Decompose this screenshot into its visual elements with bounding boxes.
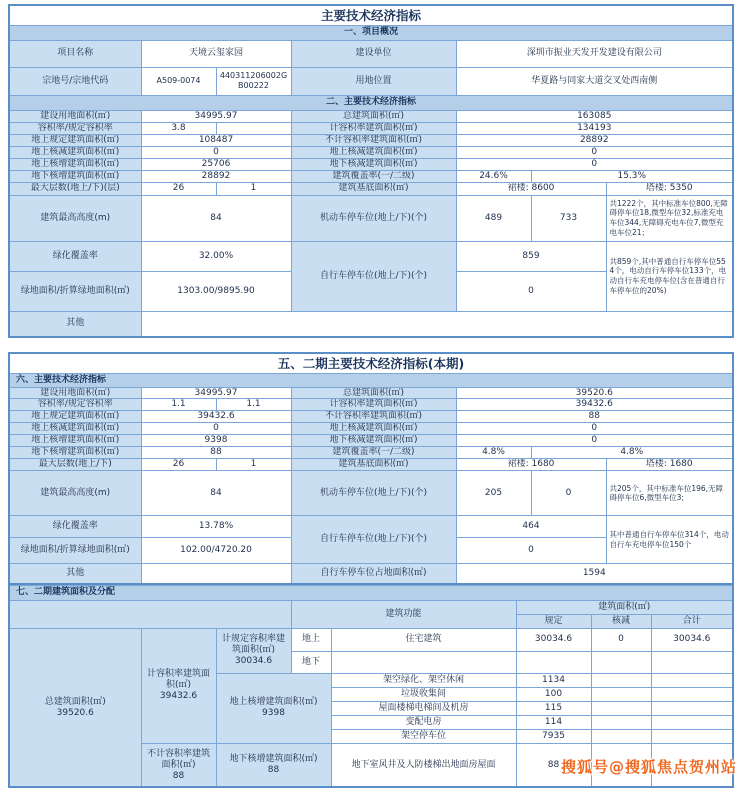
value-cell: 0	[591, 628, 651, 651]
cell-label: 总建筑面积(㎡)	[44, 696, 106, 707]
note-cell: 其中普通自行车停车位314个，电动自行车充电停车位150个	[606, 516, 733, 564]
value-cell: 0	[141, 423, 291, 435]
value-cell: 34995.97	[141, 387, 291, 399]
table-row	[9, 67, 733, 95]
label-cell: 建设用地面积(㎡)	[9, 387, 141, 399]
value-cell	[591, 715, 651, 729]
value-cell: 28892	[141, 170, 291, 182]
cell-value: 39520.6	[56, 707, 94, 718]
label-cell: 建筑覆盖率(一/二级)	[291, 170, 456, 182]
value-cell	[651, 651, 733, 673]
value-cell: 100	[516, 687, 591, 701]
value-cell: 88	[456, 411, 733, 423]
value-cell: 天境云玺家园	[141, 40, 291, 67]
label-cell: 地下核减建筑面积(㎡)	[291, 435, 456, 447]
value-cell: 28892	[456, 134, 733, 146]
label-cell: 建筑覆盖率(一/二级)	[291, 447, 456, 459]
label-cell: 计容积率建筑面积(㎡)	[291, 399, 456, 411]
value-cell	[591, 673, 651, 687]
table-row	[9, 516, 733, 538]
table-row	[9, 353, 733, 373]
value-cell: 30034.6	[651, 628, 733, 651]
table-row	[9, 564, 733, 584]
value-cell: 0	[141, 146, 291, 158]
label-cell: 自行车停车位(地上/下)(个)	[291, 241, 456, 311]
value-cell	[651, 715, 733, 729]
column-header-deducted: 核减	[591, 614, 651, 628]
function-cell: 地下室风井及人防楼梯出地面房屋面	[331, 743, 516, 787]
function-cell: 垃圾收集间	[331, 687, 516, 701]
value-cell: 7935	[516, 729, 591, 743]
non-far-area-cell	[141, 743, 216, 787]
value-cell	[591, 687, 651, 701]
value-cell: 0	[456, 423, 733, 435]
sohu-watermark: 搜狐号@搜狐焦点贺州站	[560, 758, 737, 776]
value-cell: 1134	[516, 673, 591, 687]
value-cell	[591, 729, 651, 743]
value-cell: 114	[516, 715, 591, 729]
value-cell: 塔楼: 5350	[606, 182, 733, 195]
function-cell	[331, 651, 516, 673]
label-cell: 总建筑面积(㎡)	[291, 387, 456, 399]
far-area-cell	[141, 628, 216, 743]
above-increase-area-cell	[216, 673, 331, 743]
table-row	[9, 5, 733, 25]
table-row	[9, 447, 733, 459]
value-cell: 24.6%	[456, 170, 531, 182]
value-cell: 1	[216, 459, 291, 471]
value-cell: 733	[531, 195, 606, 241]
column-header-total: 合计	[651, 614, 733, 628]
label-cell: 地上核增建筑面积(㎡)	[9, 435, 141, 447]
label-cell: 地上规定建筑面积(㎡)	[9, 134, 141, 146]
value-cell	[216, 122, 291, 134]
value-cell: 4.8%	[531, 447, 733, 459]
value-cell: 489	[456, 195, 531, 241]
section-header-phase2-indicators: 六、主要技术经济指标	[9, 373, 733, 387]
value-cell: 1.1	[141, 399, 216, 411]
value-cell	[516, 651, 591, 673]
regulated-far-area-cell	[216, 628, 291, 673]
value-cell: 深圳市振业天发开发建设有限公司	[456, 40, 733, 67]
label-cell: 建设单位	[291, 40, 456, 67]
value-cell: 88	[141, 447, 291, 459]
function-cell: 架空绿化、架空休闲	[331, 673, 516, 687]
cell-value: 88	[267, 765, 280, 776]
label-cell: 最大层数(地上/下)(层)	[9, 182, 141, 195]
value-cell: 3.8	[141, 122, 216, 134]
table-row	[9, 311, 733, 337]
value-cell: 4.8%	[456, 447, 531, 459]
value-cell: 859	[456, 241, 606, 271]
value-cell: 34995.97	[141, 110, 291, 122]
table-row	[9, 600, 733, 614]
label-cell: 最大层数(地上/下)	[9, 459, 141, 471]
value-cell	[141, 311, 733, 337]
table-row	[9, 195, 733, 241]
column-header-regulated: 规定	[516, 614, 591, 628]
column-header-function: 建筑功能	[291, 600, 516, 628]
below-increase-area-cell	[216, 743, 331, 787]
label-cell: 绿地面积/折算绿地面积(㎡)	[9, 271, 141, 311]
table-row	[9, 411, 733, 423]
value-cell: 102.00/4720.20	[141, 538, 291, 564]
below-ground-cell: 地下	[291, 651, 331, 673]
label-cell: 不计容积率建筑面积(㎡)	[291, 411, 456, 423]
label-cell: 建设用地面积(㎡)	[9, 110, 141, 122]
label-cell: 地上核减建筑面积(㎡)	[291, 146, 456, 158]
table-row	[9, 122, 733, 134]
table-title: 主要技术经济指标	[9, 5, 733, 25]
value-cell: 32.00%	[141, 241, 291, 271]
value-cell: 88	[516, 743, 591, 787]
table-row	[9, 387, 733, 399]
label-cell: 建筑基底面积(㎡)	[291, 182, 456, 195]
table-row	[9, 585, 733, 600]
cell-label: 地上核增建筑面积(㎡)	[229, 697, 318, 708]
value-cell: 15.3%	[531, 170, 733, 182]
table-row	[9, 435, 733, 447]
label-cell: 机动车停车位(地上/下)(个)	[291, 195, 456, 241]
table-row	[9, 182, 733, 195]
table-row	[9, 423, 733, 435]
value-cell	[651, 687, 733, 701]
label-cell: 绿地面积/折算绿地面积(㎡)	[9, 538, 141, 564]
table-row	[9, 146, 733, 158]
function-cell: 架空停车位	[331, 729, 516, 743]
table-row	[9, 25, 733, 40]
value-cell: 163085	[456, 110, 733, 122]
value-cell: 25706	[141, 158, 291, 170]
total-area-cell	[9, 628, 141, 787]
value-cell	[651, 673, 733, 687]
value-cell: 84	[141, 471, 291, 516]
value-cell: 1303.00/9895.90	[141, 271, 291, 311]
value-cell: 0	[456, 271, 606, 311]
function-cell: 变配电房	[331, 715, 516, 729]
value-cell: 30034.6	[516, 628, 591, 651]
table-row	[9, 373, 733, 387]
cell-value: 88	[172, 770, 185, 781]
cell-label: 计容积率建筑面积(㎡)	[146, 669, 210, 691]
section-header-allocation: 七、二期建筑面积及分配	[9, 585, 733, 600]
label-cell: 计容积率建筑面积(㎡)	[291, 122, 456, 134]
table-row	[9, 158, 733, 170]
table-row	[9, 628, 733, 651]
label-cell: 项目名称	[9, 40, 141, 67]
value-cell: 39520.6	[456, 387, 733, 399]
label-cell: 容积率/规定容积率	[9, 399, 141, 411]
value-cell: 0	[456, 146, 733, 158]
label-cell: 其他	[9, 311, 141, 337]
function-cell: 住宅建筑	[331, 628, 516, 651]
table-gap	[8, 338, 732, 352]
label-cell: 地上核增建筑面积(㎡)	[9, 158, 141, 170]
value-cell: 84	[141, 195, 291, 241]
phase2-title: 五、二期主要技术经济指标(本期)	[9, 353, 733, 373]
label-cell: 自行车停车位占地面积(㎡)	[291, 564, 456, 584]
value-cell: 1594	[456, 564, 733, 584]
table-row	[9, 241, 733, 271]
value-cell: 0	[456, 538, 606, 564]
note-cell: 共859个,其中普通自行车停车位554个，电动自行车停车位133个，电动自行车充电停车位(含在普通自行车停车位的20%)	[606, 241, 733, 311]
value-cell: 9398	[141, 435, 291, 447]
value-cell: 440311206002GB00222	[216, 67, 291, 95]
function-cell: 屋面楼梯电梯间及机房	[331, 701, 516, 715]
column-header-area: 建筑面积(㎡)	[516, 600, 733, 614]
label-cell: 地上核减建筑面积(㎡)	[9, 423, 141, 435]
value-cell: 134193	[456, 122, 733, 134]
value-cell: 108487	[141, 134, 291, 146]
value-cell: 205	[456, 471, 531, 516]
table-row	[9, 110, 733, 122]
value-cell	[591, 651, 651, 673]
table-row	[9, 459, 733, 471]
phase2-indicators-table	[8, 352, 734, 585]
value-cell: 39432.6	[141, 411, 291, 423]
label-cell: 机动车停车位(地上/下)(个)	[291, 471, 456, 516]
table-row	[9, 399, 733, 411]
cell-value: 39432.6	[159, 691, 198, 702]
label-cell: 建筑最高高度(m)	[9, 195, 141, 241]
table-row	[9, 95, 733, 110]
value-cell: 塔楼: 1680	[606, 459, 733, 471]
label-cell: 建筑最高高度(m)	[9, 471, 141, 516]
label-cell: 地上核减建筑面积(㎡)	[9, 146, 141, 158]
section-header-indicators: 二、主要技术经济指标	[9, 95, 733, 110]
note-cell: 共205个，其中标准车位196,无障碍停车位6,微型车位3;	[606, 471, 733, 516]
value-cell: 华夏路与同家大道交叉处西南侧	[456, 67, 733, 95]
label-cell: 总建筑面积(㎡)	[291, 110, 456, 122]
value-cell	[651, 701, 733, 715]
value-cell: 1	[216, 182, 291, 195]
value-cell: 39432.6	[456, 399, 733, 411]
value-cell: 115	[516, 701, 591, 715]
value-cell: 裙楼: 1680	[456, 459, 606, 471]
label-cell: 绿化覆盖率	[9, 516, 141, 538]
main-indicators-table	[8, 4, 734, 338]
cell-value: 30034.6	[234, 656, 273, 667]
value-cell: 26	[141, 459, 216, 471]
section-header-overview: 一、项目概况	[9, 25, 733, 40]
cell-value: 9398	[262, 708, 285, 719]
value-cell	[591, 701, 651, 715]
value-cell: 0	[456, 158, 733, 170]
label-cell: 绿化覆盖率	[9, 241, 141, 271]
cell-label: 不计容积率建筑面积(㎡)	[146, 748, 210, 770]
above-ground-cell: 地上	[291, 628, 331, 651]
label-cell: 宗地号/宗地代码	[9, 67, 141, 95]
label-cell: 地下核增建筑面积(㎡)	[9, 447, 141, 459]
label-cell: 地下核增建筑面积(㎡)	[9, 170, 141, 182]
value-cell: A509-0074	[141, 67, 216, 95]
label-cell: 地上核减建筑面积(㎡)	[291, 423, 456, 435]
table-row	[9, 471, 733, 516]
label-cell: 建筑基底面积(㎡)	[291, 459, 456, 471]
label-cell: 不计容积率建筑面积(㎡)	[291, 134, 456, 146]
value-cell	[141, 564, 291, 584]
label-cell: 地上规定建筑面积(㎡)	[9, 411, 141, 423]
value-cell: 26	[141, 182, 216, 195]
value-cell: 464	[456, 516, 606, 538]
label-cell: 其他	[9, 564, 141, 584]
value-cell: 裙楼: 8600	[456, 182, 606, 195]
label-cell: 地下核减建筑面积(㎡)	[291, 158, 456, 170]
label-cell: 容积率/规定容积率	[9, 122, 141, 134]
value-cell: 1.1	[216, 399, 291, 411]
cell-label: 地下核增建筑面积(㎡)	[229, 754, 318, 765]
value-cell: 0	[456, 435, 733, 447]
cell-label: 计规定容积率建筑面积(㎡)	[221, 634, 285, 656]
table-row	[9, 170, 733, 182]
table-row	[9, 134, 733, 146]
value-cell	[651, 729, 733, 743]
value-cell: 13.78%	[141, 516, 291, 538]
spacer-cell	[9, 600, 291, 628]
label-cell: 用地位置	[291, 67, 456, 95]
table-row	[9, 40, 733, 67]
note-cell: 共1222个，其中标准车位800,无障碍停车位18,微型车位32,标准充电车位344,无障碍充电车位7,微型充电车位21；	[606, 195, 733, 241]
label-cell: 自行车停车位(地上/下)(个)	[291, 516, 456, 564]
value-cell: 0	[531, 471, 606, 516]
